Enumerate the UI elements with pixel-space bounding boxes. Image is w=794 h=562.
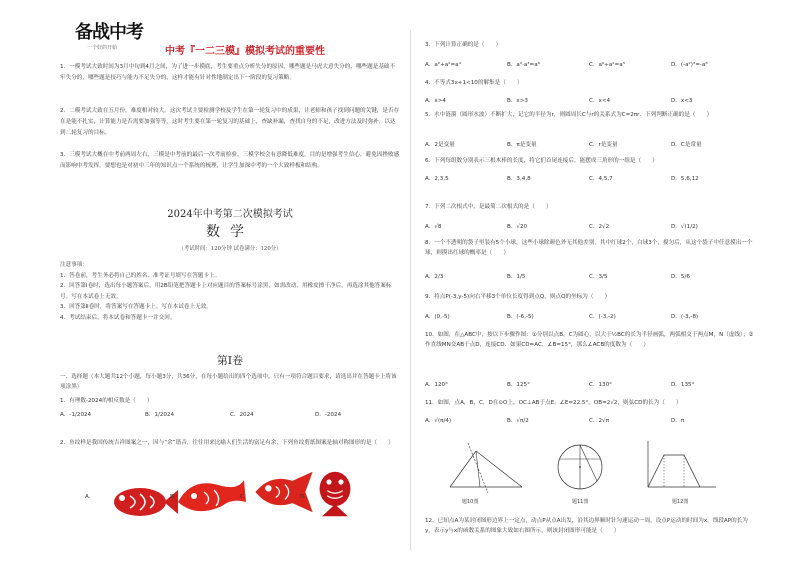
question-12-stem: 12．已知点A为某封闭图形边界上一定点，动点P从点A出发，沿其边界顺时针匀速运动一周，设点P运动的时间为x，线段AP的长为y，表示y与x的函数关系的图象大致如右图所示，则该封闭图形可能是（ ） (425, 518, 748, 534)
notes-item: 2．回答第Ⅰ卷时，选出每小题答案后，用2B铅笔把答题卡上对应题目的答案标号涂黑，如需改动，用橡皮擦干净后，再选涂其他答案标号。写在本试卷上无效。 (60, 283, 392, 300)
option[interactable]: C．3/5 (589, 274, 608, 280)
question-3-options (425, 60, 755, 68)
question-11-stem: 11．如图，点A，B，C，D在⊙O上，OC⊥AB于点E，∠E=22.5°，OB=2√2，则弦CD的长为（ ） (425, 400, 682, 406)
option[interactable]: C．a⁶÷a²=a³ (589, 62, 625, 68)
option[interactable]: A．2/3 (425, 274, 444, 280)
notes-item: 4．考试结束后，将本试卷和答题卡一并交回。 (60, 314, 176, 321)
option[interactable]: D．-2024 (315, 412, 342, 418)
option[interactable]: A．(0,-5) (425, 314, 450, 320)
question-1-options (60, 410, 400, 418)
option[interactable]: A．√(π/4) (425, 418, 452, 424)
option[interactable]: D．x<3 (671, 98, 693, 104)
column-divider (410, 30, 411, 550)
option[interactable]: B．x>3 (507, 98, 528, 104)
figure-11 (545, 437, 615, 495)
question-4-stem: 4．不等式3x+1<10的解集是（ ） (425, 80, 523, 86)
option[interactable]: A．√8 (425, 224, 442, 230)
notes-item: 1．答卷前，考生务必将自己的姓名、准考证号填写在答题卡上。 (60, 272, 221, 279)
intro-paragraph-1: 1．一模考试大致时间为3月中旬到4月之间，为了进一步摸底，考生要重点分析失分的原因，哪些题是马虎大意失分的，哪些题是基础不牢失分的，哪些题是技巧与能力不足失分的，这样才能有针对性地制定出下一阶段的复习策略。 (60, 64, 396, 81)
logo-subtext: 一个好的开始 (87, 45, 118, 51)
question-5-stem: 5．水中涟漪（圆形水波）不断扩大，记它的半径为r，则圆周长C与r的关系式为C=2πr．下列判断正确的是（ ） (425, 112, 713, 118)
option[interactable]: A．2是变量 (425, 142, 455, 148)
option[interactable]: C．(-3,-2) (589, 314, 616, 320)
option[interactable]: C． (240, 494, 250, 500)
intro-paragraph-2: 2．二模考试大致在五月份，难度相对较大。这次考试主要检测学校及学生在第一轮复习中的成果，让老师和孩子找到问题的关键，是否存在是能不扎实，计算能力是否需要加强等等。这时考生要在第一轮复习的基础上，查缺补漏，查找自身的不足，改进方法及时弥补，以达到二轮复习的目标。 (60, 108, 400, 136)
option[interactable]: A．120° (425, 382, 448, 388)
exam-subject: 数学 (206, 224, 254, 240)
option[interactable]: C．4,5,7 (589, 176, 613, 182)
exam-title: 2024年中考第二次模拟考试 (167, 209, 293, 220)
option[interactable]: D．(-3,-8) (671, 314, 699, 320)
figure-label: 题12图 (672, 499, 689, 505)
option[interactable]: C．r是变量 (589, 142, 618, 148)
question-4-options (425, 96, 755, 104)
logo-text: 备战中考 (75, 22, 143, 43)
option[interactable]: D．π (671, 418, 685, 424)
option[interactable]: C．2√2 (589, 224, 610, 230)
option[interactable]: B． (170, 494, 180, 500)
section-instructions: 一、选择题（本大题共12个小题，每小题3分，共36分，在每小题给出的四个选项中，只有一项符合题目要求，请选出并在答题卡上将该项涂黑） (60, 374, 397, 390)
question-10-stem: 10．如图，在△ABC中，按以下步骤作图：①分别以点B，C为圆心，以大于½BC的长为半径画弧，两弧相交于两点M，N（虚线）；②作直线MN交AB于点D，连接CD．如果CD=AC，∠B=15°，那么∠ACB的度数为（ ） (425, 332, 754, 348)
logo (75, 18, 155, 50)
fish-papercut-d-icon (300, 470, 370, 518)
question-8-options (425, 272, 755, 280)
option[interactable]: D．(-a²)³=-a⁶ (671, 62, 708, 68)
question-11-options (425, 416, 755, 424)
option[interactable]: D．√(1/2) (671, 224, 698, 230)
option[interactable]: B．a²·a³=a⁶ (507, 62, 540, 68)
option[interactable]: C．x<4 (589, 98, 611, 104)
question-3-stem: 3．下列计算正确的是（ ） (425, 42, 502, 48)
notes-heading: 注意事项： (60, 262, 88, 268)
option[interactable]: B．1/5 (507, 274, 526, 280)
question-6-stem: 6．下列每组数分别表示三根木棒的长度，将它们首尾连接后，能摆成三角形的一组是（ ） (425, 158, 658, 164)
question-5-options (425, 140, 755, 148)
option[interactable]: C．130° (589, 382, 612, 388)
section-title: 第Ⅰ卷 (216, 354, 244, 367)
notes-item: 3．回答第Ⅱ卷时，将答案写在答题卡上。写在本试卷上无效。 (60, 304, 212, 311)
option[interactable]: A． (85, 494, 95, 500)
option[interactable]: D．135° (671, 382, 695, 388)
option[interactable]: B．π是变量 (507, 142, 537, 148)
question-9-stem: 9．将点P(-3,y-5)向右平移3个单位长度得到点Q，则点Q的坐标为（ ） (425, 294, 611, 300)
option[interactable]: B．(-6,-5) (507, 314, 534, 320)
question-7-stem: 7．下列二次根式中，是最简二次根式的是（ ） (425, 204, 552, 210)
fish-papercut-a-icon (100, 478, 180, 526)
question-9-options (425, 312, 755, 320)
option[interactable]: D．C是常量 (671, 142, 702, 148)
option[interactable]: D．5,6,12 (671, 176, 699, 182)
option[interactable]: C．2024 (230, 412, 254, 418)
option[interactable]: B．√20 (507, 224, 528, 230)
notice-title: 中考『一二三模』模拟考试的重要性 (165, 46, 325, 57)
intro-paragraph-3: 3．三模考试大概在中考前两周左右，三模是中考前的最后一次考前检验。三模学校会有意降低难度，目的是增强考生信心，避免因挫败感而影响中考发挥，要想也是对初中三年的知识点一个系统的梳理，让学生加深中考的一个大致样板和结构。 (60, 152, 400, 169)
option[interactable]: B．3,4,8 (507, 176, 531, 182)
option[interactable]: D． (300, 494, 310, 500)
question-6-options (425, 174, 755, 182)
notes (60, 260, 400, 324)
option[interactable]: A．-1/2024 (60, 412, 92, 418)
option[interactable]: A．x>4 (425, 98, 446, 104)
option[interactable]: A．2,3,5 (425, 176, 449, 182)
figure-10 (440, 437, 530, 495)
figure-12 (640, 437, 720, 495)
option[interactable]: B．√π/2 (507, 418, 529, 424)
question-8-stem: 8．一个不透明的袋子里装有5个小球，这些小球除颜色外无其他差别，其中红球2个，白球3个，搅匀后，从这个袋子中任意摸出一个球，则摸出红球的概率是（ ） (425, 240, 753, 256)
question-7-options (425, 222, 755, 230)
option[interactable]: D．5/6 (671, 274, 690, 280)
question-1-stem: 1．有理数-2024的相反数是（ ） (60, 398, 153, 404)
option[interactable]: B．125° (507, 382, 530, 388)
figure-label: 题10图 (462, 499, 479, 505)
option[interactable]: B．1/2024 (145, 412, 175, 418)
exam-meta: （考试时间：120分钟 试卷满分：120分） (178, 246, 282, 252)
figure-label: 题11图 (572, 499, 589, 505)
question-10-options (425, 380, 755, 388)
option[interactable]: C．2√π (589, 418, 609, 424)
option[interactable]: A．a²+a²=a⁴ (425, 62, 461, 68)
question-2-stem: 2．鱼纹样是我国传统吉祥图案之一，因与“余”谐音，往往用来比喻人们生活的富足有余，下列鱼纹剪纸图案是轴对称图形的是（ ） (60, 440, 394, 446)
